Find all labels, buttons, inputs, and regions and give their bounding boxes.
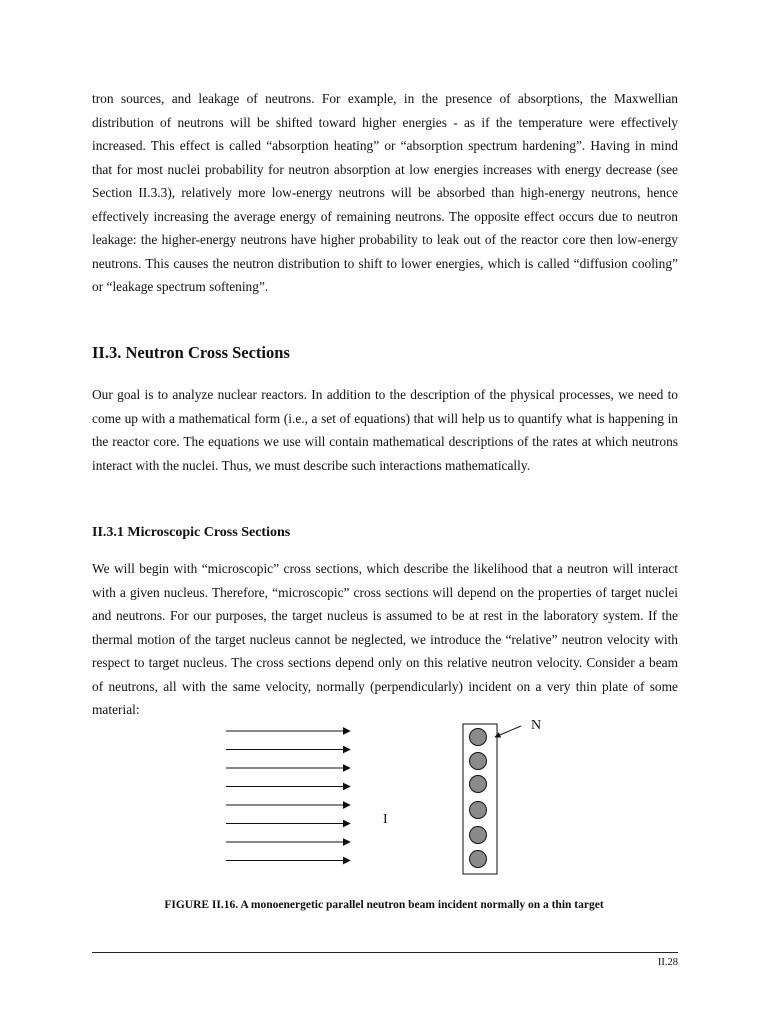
nucleus [470,753,487,770]
figure-caption: FIGURE II.16. A monoenergetic parallel neutron beam incident normally on a thin target [164,899,604,911]
label-i: I [383,812,388,827]
nucleus [470,802,487,819]
footer-rule [92,952,678,953]
nucleus [470,776,487,793]
nucleus [470,827,487,844]
label-n: N [531,718,542,733]
nucleus [470,851,487,868]
section-heading: II.3. Neutron Cross Sections [92,343,290,362]
paragraph-intro: tron sources, and leakage of neutrons. For example, in the presence of absorptions, the Maxwellian distribution of neutrons will be shifted toward higher energies - as if the temperature were effectively increased. This effect is called “absorption heating” or “absorption spectrum hardening”. Having in mind that for most nuclei probability for neutron absorption at low energies increases with energy decrease (see Section II.3.3), relatively more low-energy neutrons will be absorbed than high-energy neutrons, hence effectively increasing the average energy of remaining neutrons. The opposite effect occurs due to neutron leakage: the higher-energy neutrons have higher probability to leak out of the reactor core then low-energy neutrons. This causes the neutron distribution to shift to lower energies, which is called “diffusion cooling” or “leakage spectrum softening”. [92,91,678,294]
nucleus-pointer-arrow [495,726,521,737]
target-nuclei [470,729,487,868]
paragraph-section: Our goal is to analyze nuclear reactors. In addition to the description of the physical processes, we need to come up with a mathematical form (i.e., a set of equations) that will help us to quantify what is happening in the reactor core. The equations we use will contain mathematical descriptions of the rates at which neutrons interact with the nuclei. Thus, we must describe such interactions mathematically. [92,387,678,473]
beam-arrows [226,731,350,861]
paragraph-subsection: We will begin with “microscopic” cross sections, which describe the likelihood that a neutron will interact with a given nucleus. Therefore, “microscopic” cross sections will depend on the properties of target nuclei and neutrons. For our purposes, the target nucleus is assumed to be at rest in the laboratory system. If the thermal motion of the target nucleus cannot be neglected, we introduce the “relative” neutron velocity with respect to target nucleus. The cross sections depend only on this relative neutron velocity. Consider a beam of neutrons, all with the same velocity, normally (perpendicularly) incident on a very thin plate of some material: [92,561,678,717]
subsection-heading: II.3.1 Microscopic Cross Sections [92,525,291,540]
neutron-beam-figure [0,715,768,885]
nucleus [470,729,487,746]
page-number: II.28 [657,957,678,968]
